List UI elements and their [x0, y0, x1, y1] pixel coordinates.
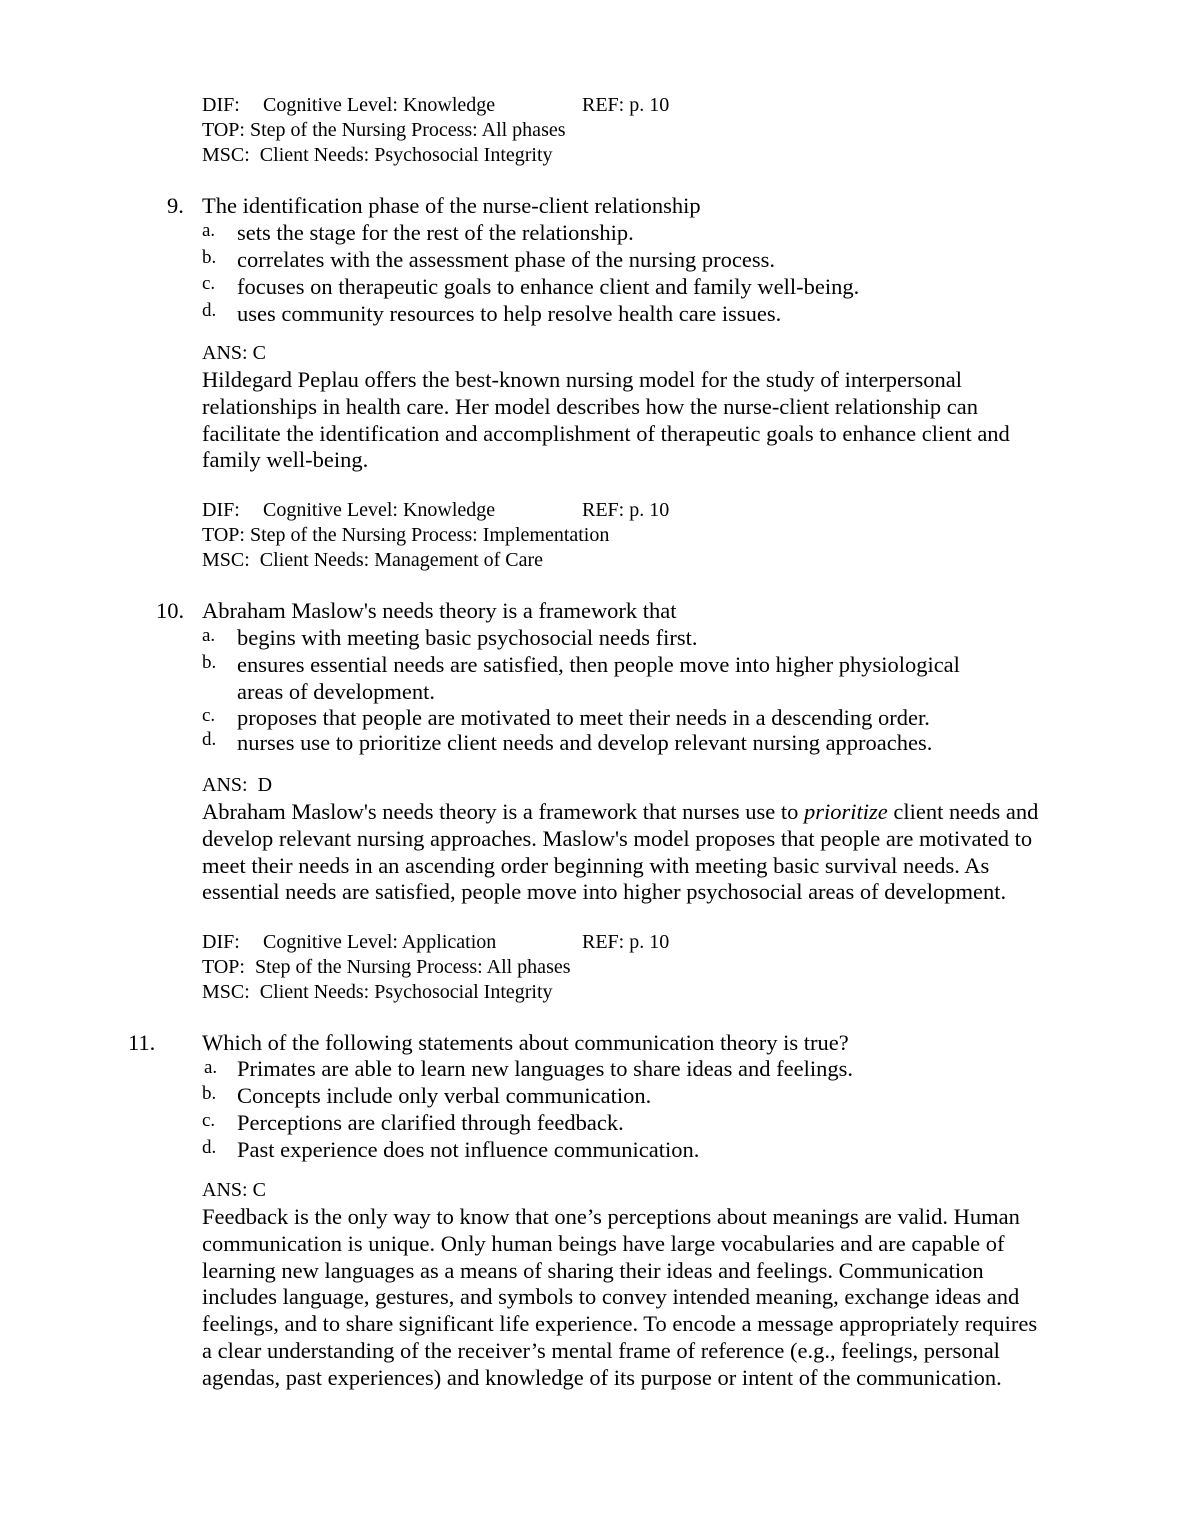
option-letter: d. [202, 300, 217, 321]
rationale-text: client needs and [887, 799, 1039, 824]
ref-value: REF: p. 10 [582, 499, 670, 521]
rationale [202, 799, 1082, 906]
top-value: TOP: Step of the Nursing Process: All phases [202, 119, 566, 141]
option-text: Perceptions are clarified through feedback. [237, 1110, 624, 1135]
rationale-line: includes language, gestures, and symbols to convey intended meaning, exchange ideas and [202, 1284, 1020, 1310]
option-text: focuses on therapeutic goals to enhance client and family well-being. [237, 274, 860, 299]
rationale-line: a clear understanding of the receiver’s mental frame of reference (e.g., feelings, personal [202, 1337, 1000, 1363]
option-letter: b. [202, 1083, 217, 1104]
option-text: proposes that people are motivated to meet their needs in a descending order. [237, 705, 930, 730]
question-stem: Abraham Maslow's needs theory is a framework that [202, 598, 677, 623]
rationale-line: develop relevant nursing approaches. Maslow's model proposes that people are motivated to [202, 825, 1033, 851]
option-text: ensures essential needs are satisfied, then people move into higher physiological [237, 652, 960, 677]
question-number: 10. [156, 598, 185, 623]
rationale-line: Feedback is the only way to know that one’s perceptions about meanings are valid. Human [202, 1204, 1020, 1229]
dif-label: DIF: [202, 931, 240, 953]
option-text: begins with meeting basic psychosocial needs first. [237, 625, 698, 650]
option-text-continued: areas of development. [237, 679, 436, 704]
option-text: Concepts include only verbal communication. [237, 1083, 652, 1108]
rationale-line: feelings, and to share significant life experience. To encode a message appropriately requires [202, 1311, 1038, 1337]
option-text: uses community resources to help resolve health care issues. [237, 301, 782, 326]
answer-key: ANS: D [202, 774, 273, 796]
option-text: nurses use to prioritize client needs and develop relevant nursing approaches. [237, 730, 933, 755]
ref-value: REF: p. 10 [582, 94, 670, 116]
rationale-line: agendas, past experiences) and knowledge of its purpose or intent of the communication. [202, 1364, 1002, 1390]
option-letter: d. [202, 729, 217, 750]
rationale-line: family well-being. [202, 447, 369, 473]
top-value: TOP: Step of the Nursing Process: Implementation [202, 524, 610, 546]
option-letter: b. [202, 652, 217, 673]
rationale [202, 367, 1082, 474]
emphasis-text: prioritize [804, 799, 888, 824]
answer-key: ANS: C [202, 1179, 266, 1201]
option-text: sets the stage for the rest of the relationship. [237, 220, 634, 245]
option-letter: c. [202, 273, 216, 294]
dif-value: Cognitive Level: Application [263, 931, 497, 953]
answer-key: ANS: C [202, 342, 266, 364]
option-letter: b. [202, 247, 217, 268]
ref-value: REF: p. 10 [582, 931, 670, 953]
question-stem: The identification phase of the nurse-client relationship [202, 193, 701, 218]
rationale-line [202, 799, 1082, 826]
rationale-line: learning new languages as a means of sharing their ideas and feelings. Communication [202, 1257, 984, 1283]
option-letter: a. [204, 1057, 218, 1078]
option-letter: a. [202, 625, 216, 646]
top-value: TOP: Step of the Nursing Process: All phases [202, 956, 571, 978]
option-text: correlates with the assessment phase of the nursing process. [237, 247, 775, 272]
rationale-line: relationships in health care. Her model describes how the nurse-client relationship can [202, 393, 978, 419]
rationale-text: Abraham Maslow's needs theory is a framework that nurses use to [202, 799, 805, 824]
option-letter: c. [202, 705, 216, 726]
option-text: Primates are able to learn new languages to share ideas and feelings. [237, 1056, 854, 1081]
dif-label: DIF: [202, 94, 240, 116]
option-letter: d. [202, 1137, 217, 1158]
question-stem: Which of the following statements about communication theory is true? [202, 1030, 849, 1055]
msc-value: MSC: Client Needs: Psychosocial Integrity [202, 981, 553, 1003]
msc-value: MSC: Client Needs: Management of Care [202, 549, 544, 571]
dif-label: DIF: [202, 499, 240, 521]
option-text: Past experience does not influence communication. [237, 1137, 700, 1162]
rationale-line: essential needs are satisfied, people move into higher psychosocial areas of development. [202, 879, 1007, 905]
rationale [202, 1204, 1082, 1392]
rationale-line: communication is unique. Only human beings have large vocabularies and are capable of [202, 1230, 1005, 1256]
msc-value: MSC: Client Needs: Psychosocial Integrity [202, 144, 553, 166]
question-number: 11. [128, 1030, 156, 1055]
question-number: 9. [167, 193, 184, 218]
rationale-line: facilitate the identification and accomplishment of therapeutic goals to enhance client and [202, 420, 1010, 446]
rationale-line: Hildegard Peplau offers the best-known nursing model for the study of interpersonal [202, 367, 963, 392]
dif-value: Cognitive Level: Knowledge [263, 499, 496, 521]
rationale-line: meet their needs in an ascending order beginning with meeting basic survival needs. As [202, 852, 990, 878]
option-letter: c. [202, 1110, 216, 1131]
dif-value: Cognitive Level: Knowledge [263, 94, 496, 116]
option-letter: a. [202, 220, 216, 241]
